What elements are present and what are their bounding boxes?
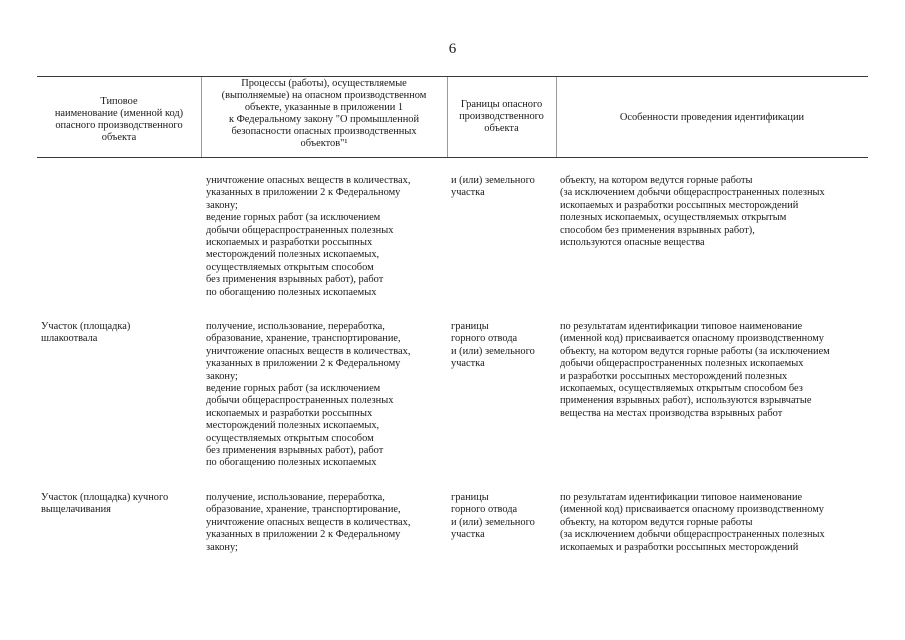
row3-boundaries: границы горного отвода и (или) земельного участка bbox=[451, 492, 535, 541]
page-number: 6 bbox=[448, 41, 457, 57]
row3-features: по результатам идентификации типовое наименование (именной код) присваивается опасному производственному объекту, на котором ведутся горные работы (за исключением добычи общераспространенных полезных ископаемых и разработки россыпных месторождений bbox=[560, 492, 825, 553]
row1-processes: уничтожение опасных веществ в количествах, указанных в приложении 2 к Федеральному закону; ведение горных работ (за исключением добычи общераспространенных полезных ископаемых и разработки россыпных месторождений полезных ископаемых, осуществляемых открытым способом без применения взрывных работ), работ по обогащению полезных ископаемых bbox=[206, 175, 411, 298]
row1-boundaries: и (или) земельного участка bbox=[451, 175, 535, 199]
row1-features: объекту, на котором ведутся горные работы (за исключением добычи общераспространенных полезных ископаемых и разработки россыпных месторождений полезных ископаемых, осуществляемых открытым способом без применения взрывных работ), используются опасные вещества bbox=[560, 175, 825, 249]
row2-boundaries: границы горного отвода и (или) земельного участка bbox=[451, 321, 535, 370]
row2-name: Участок (площадка) шлакоотвала bbox=[41, 321, 131, 345]
row2-features: по результатам идентификации типовое наименование (именной код) присваивается опасному производственному объекту, на котором ведутся горные работы (за исключением добычи общераспространенных полезных ископаемых и разработки россыпных месторождений полезных ископаемых, осуществляемых открытым способом без применения взрывных работ), используются взрывчатые вещества на местах производства взрывных работ bbox=[560, 321, 830, 419]
header-boundaries: Границы опасного производственного объекта bbox=[459, 99, 544, 134]
table-top-rule bbox=[37, 76, 868, 77]
header-processes: Процессы (работы), осуществляемые (выполняемые) на опасном производственном объекте, указанные в приложении 1 к Федеральному закону "О промышленной безопасности опасных производственных объектов"¹ bbox=[221, 78, 427, 149]
row3-name: Участок (площадка) кучного выщелачивания bbox=[41, 492, 169, 516]
header-type-name: Типовое наименование (именной код) опасного производственного объекта bbox=[54, 96, 184, 143]
row2-processes: получение, использование, переработка, образование, хранение, транспортирование, уничтожение опасных веществ в количествах, указанных в приложении 2 к Федеральному закону; ведение горных работ (за исключением добычи общераспространенных полезных ископаемых и разработки россыпных месторождений полезных ископаемых, осуществляемых открытым способом без применения взрывных работ), работ по обогащению полезных ископаемых bbox=[206, 321, 411, 469]
header-bottom-rule bbox=[37, 157, 868, 158]
header-features: Особенности проведения идентификации bbox=[619, 112, 805, 123]
row3-processes: получение, использование, переработка, образование, хранение, транспортирование, уничтожение опасных веществ в количествах, указанных в приложении 2 к Федеральному закону; bbox=[206, 492, 411, 553]
